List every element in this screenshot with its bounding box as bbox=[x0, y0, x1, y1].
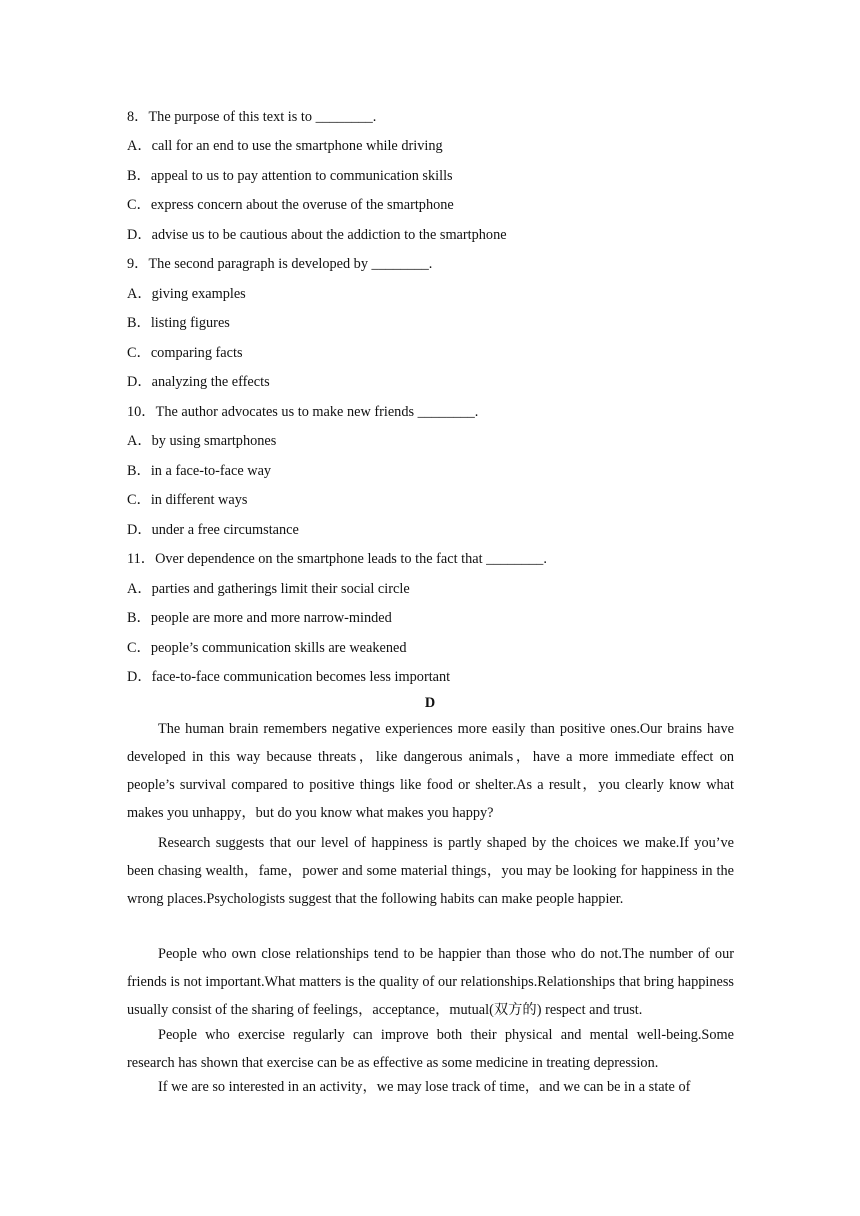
section-heading: D bbox=[424, 695, 436, 711]
question-9-option-d: D．analyzing the effects bbox=[127, 374, 270, 390]
passage-paragraph-5: If we are so interested in an activity，we may lose track of time，and we can be in a state of bbox=[158, 1079, 691, 1095]
passage-paragraph-2: Research suggests that our level of happiness is partly shaped by the choices we make.If you’ve been chasing wealth，fame，power and some material things，you may be looking for happiness in the wrong places.Psychologists suggest that the following habits can make people happier. bbox=[127, 835, 734, 907]
question-11-option-d: D．face-to-face communication becomes less important bbox=[127, 669, 451, 685]
question-10-option-b: B．in a face-to-face way bbox=[127, 463, 272, 479]
question-8-option-b: B．appeal to us to pay attention to communication skills bbox=[127, 168, 453, 184]
passage-paragraph-1: The human brain remembers negative experiences more easily than positive ones.Our brains have developed in this way because threats，like dangerous animals，have a more immediate effect on people’s survival compared to positive things like food or shelter.As a result，you clearly know what makes you unhappy，but do you know what makes you happy? bbox=[127, 721, 734, 821]
question-10-option-d: D．under a free circumstance bbox=[127, 522, 299, 538]
question-11-stem: 11．Over dependence on the smartphone leads to the fact that ________. bbox=[127, 551, 547, 567]
question-8-stem: 8．The purpose of this text is to ________. bbox=[127, 109, 377, 125]
question-11-option-a: A．parties and gatherings limit their social circle bbox=[127, 581, 410, 597]
question-8-option-a: A．call for an end to use the smartphone while driving bbox=[127, 138, 443, 154]
question-10-stem: 10．The author advocates us to make new friends ________. bbox=[127, 404, 479, 420]
question-10-option-c: C．in different ways bbox=[127, 492, 248, 508]
passage-paragraph-3: People who own close relationships tend to be happier than those who do not.The number of our friends is not important.What matters is the quality of our relationships.Relationships that bring happiness usually consist of the sharing of feelings，acceptance，mutual(双方的) respect and trust. bbox=[127, 946, 734, 1018]
question-9-stem: 9．The second paragraph is developed by ________. bbox=[127, 256, 433, 272]
question-8-option-d: D．advise us to be cautious about the addiction to the smartphone bbox=[127, 227, 507, 243]
question-10-option-a: A．by using smartphones bbox=[127, 433, 277, 449]
question-9-option-a: A．giving examples bbox=[127, 286, 246, 302]
question-9-option-c: C．comparing facts bbox=[127, 345, 243, 361]
question-8-option-c: C．express concern about the overuse of the smartphone bbox=[127, 197, 454, 213]
question-11-option-c: C．people’s communication skills are weakened bbox=[127, 640, 407, 656]
question-11-option-b: B．people are more and more narrow-minded bbox=[127, 610, 392, 626]
passage-paragraph-4: People who exercise regularly can improve both their physical and mental well-being.Some research has shown that exercise can be as effective as some medicine in treating depression. bbox=[127, 1027, 734, 1071]
question-9-option-b: B．listing figures bbox=[127, 315, 230, 331]
